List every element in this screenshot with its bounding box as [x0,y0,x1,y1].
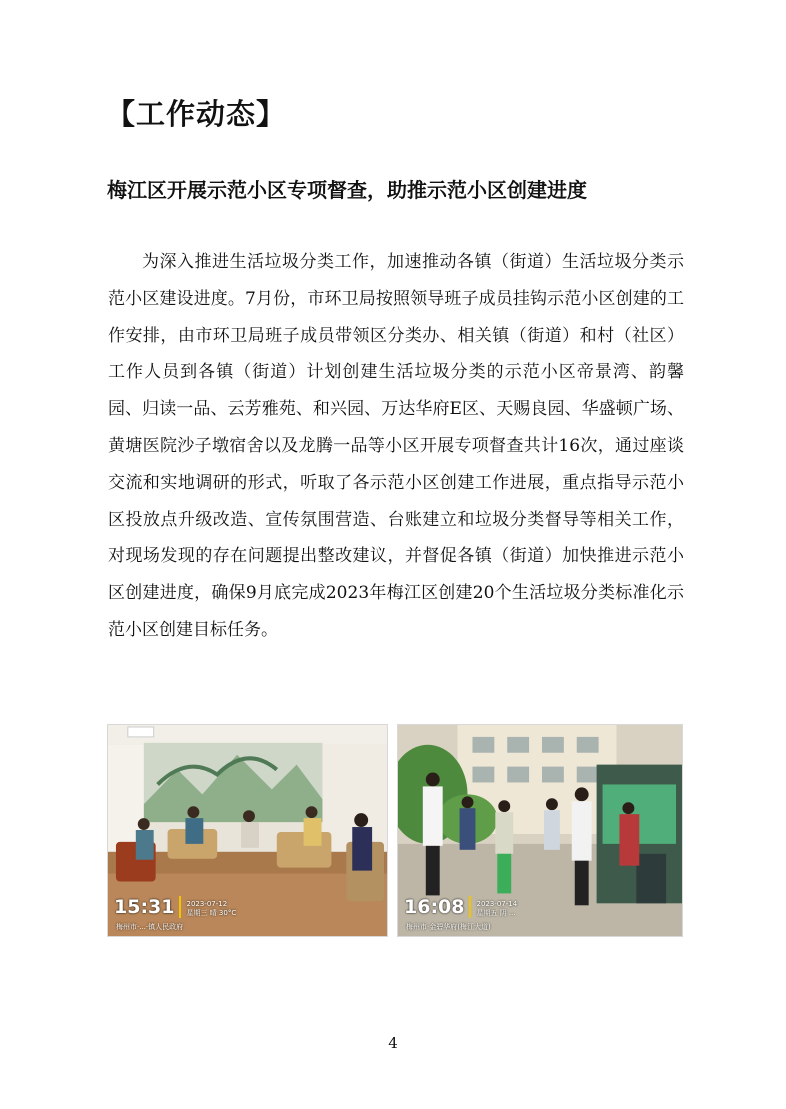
site-visit-photo [397,724,683,937]
photo-location: 梅州市·金碧华府(梅江大道) [406,923,491,931]
photo-weather: 星期五 阴 ... [476,909,516,917]
photo-time: 15:31 [114,896,175,918]
photo-weather: 星期三 晴 30°C [186,909,237,917]
section-title: 【工作动态】 [106,97,287,131]
article-headline: 梅江区开展示范小区专项督查，助推示范小区创建进度 [107,178,587,202]
photo-date: 2023-07-12 [186,900,228,908]
watermark-divider [179,896,181,918]
photo-date: 2023-07-14 [476,900,518,908]
page-number: 4 [388,1034,398,1052]
photo-location: 梅州市·...·镇人民政府 [116,923,184,931]
photo-watermark [114,896,236,918]
meeting-photo [107,724,388,937]
article-body: 为深入推进生活垃圾分类工作，加速推动各镇（街道）生活垃圾分类示范小区建设进度。7月份，市环卫局按照领导班子成员挂钩示范小区创建的工作安排，由市环卫局班子成员带领区分类办、相关镇（街道）和村（社区）工作人员到各镇（街道）计划创建生活垃圾分类的示范小区帝景湾、韵馨园、归读一品、云芳雅苑、和兴园、万达华府E区、天赐良园、华盛顿广场、黄塘医院沙子墩宿舍以及龙腾一品等小区开展专项督查共计16次，通过座谈交流和实地调研的形式，听取了各示范小区创建工作进展，重点指导示范小区投放点升级改造、宣传氛围营造、台账建立和垃圾分类督导等相关工作，对现场发现的存在问题提出整改建议，并督促各镇（街道）加快推进示范小区创建进度，确保9月底完成2023年梅江区创建20个生活垃圾分类标准化示范小区创建目标任务。 [108,252,684,640]
photo-watermark [404,896,517,918]
watermark-divider [469,896,471,918]
photo-time: 16:08 [404,896,465,918]
